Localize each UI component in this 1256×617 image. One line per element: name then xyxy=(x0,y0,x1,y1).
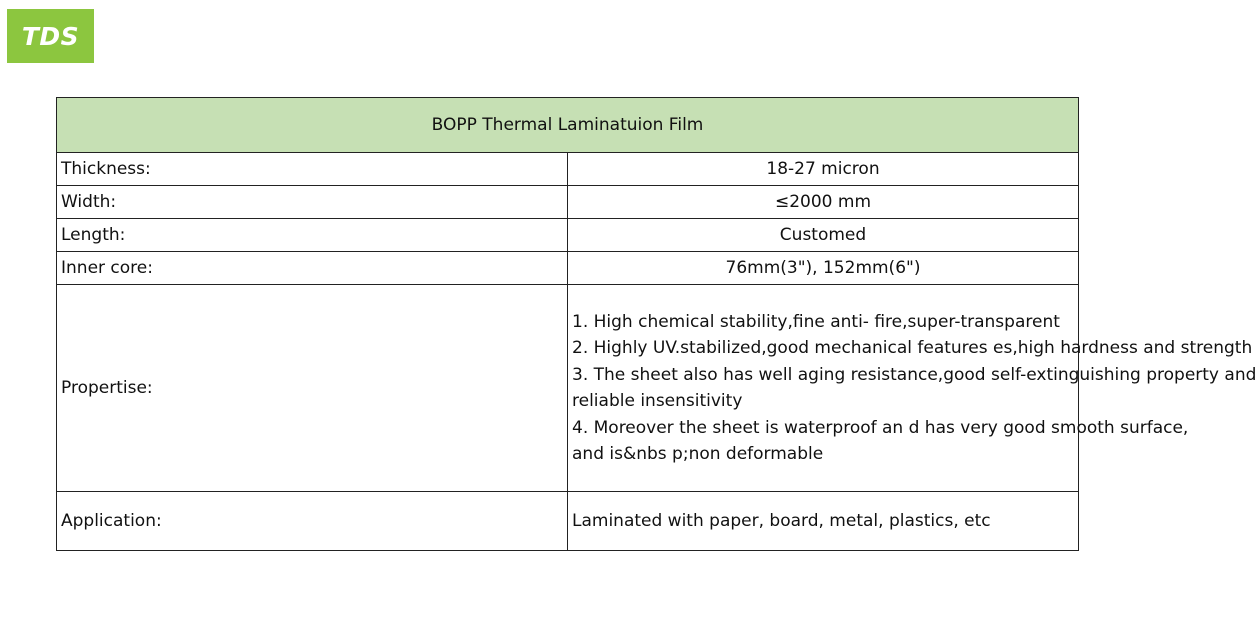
property-line: 2. Highly UV.stabilized,good mechanical features es,high hardness and strength xyxy=(572,338,1253,358)
badge-label: TDS xyxy=(21,21,80,51)
table-row xyxy=(57,186,1079,219)
row-value-length: Customed xyxy=(568,219,1079,252)
row-value-thickness: 18-27 micron xyxy=(568,153,1079,186)
table-row-properties xyxy=(57,285,1079,492)
property-line: 3. The sheet also has well aging resistance,good self-extinguishing property and xyxy=(572,364,1256,385)
spec-table xyxy=(56,97,1256,551)
row-label-width: Width: xyxy=(57,186,568,219)
property-line: 1. High chemical stability,fine anti- fire,super-transparent xyxy=(572,311,1060,332)
row-label-properties: Propertise: xyxy=(57,285,568,492)
row-value-properties xyxy=(568,285,1256,492)
tds-badge xyxy=(7,9,94,63)
property-line: reliable insensitivity xyxy=(572,391,743,411)
property-line: and is&nbs p;non deformable xyxy=(572,444,824,464)
row-value-inner-core: 76mm(3"), 152mm(6") xyxy=(568,252,1079,285)
row-label-length: Length: xyxy=(57,219,568,252)
table-row xyxy=(57,252,1079,285)
table-header-row xyxy=(57,98,1079,153)
row-value-application: Laminated with paper, board, metal, plastics, etc xyxy=(568,492,1079,551)
table-row-application xyxy=(57,492,1079,551)
row-label-application: Application: xyxy=(57,492,568,551)
row-label-thickness: Thickness: xyxy=(57,153,568,186)
table-title: BOPP Thermal Laminatuion Film xyxy=(57,98,1079,153)
property-line: 4. Moreover the sheet is waterproof an d has very good smooth surface, xyxy=(572,417,1189,438)
row-value-width: ≤2000 mm xyxy=(568,186,1079,219)
table-row xyxy=(57,219,1079,252)
table-row xyxy=(57,153,1079,186)
row-label-inner-core: Inner core: xyxy=(57,252,568,285)
